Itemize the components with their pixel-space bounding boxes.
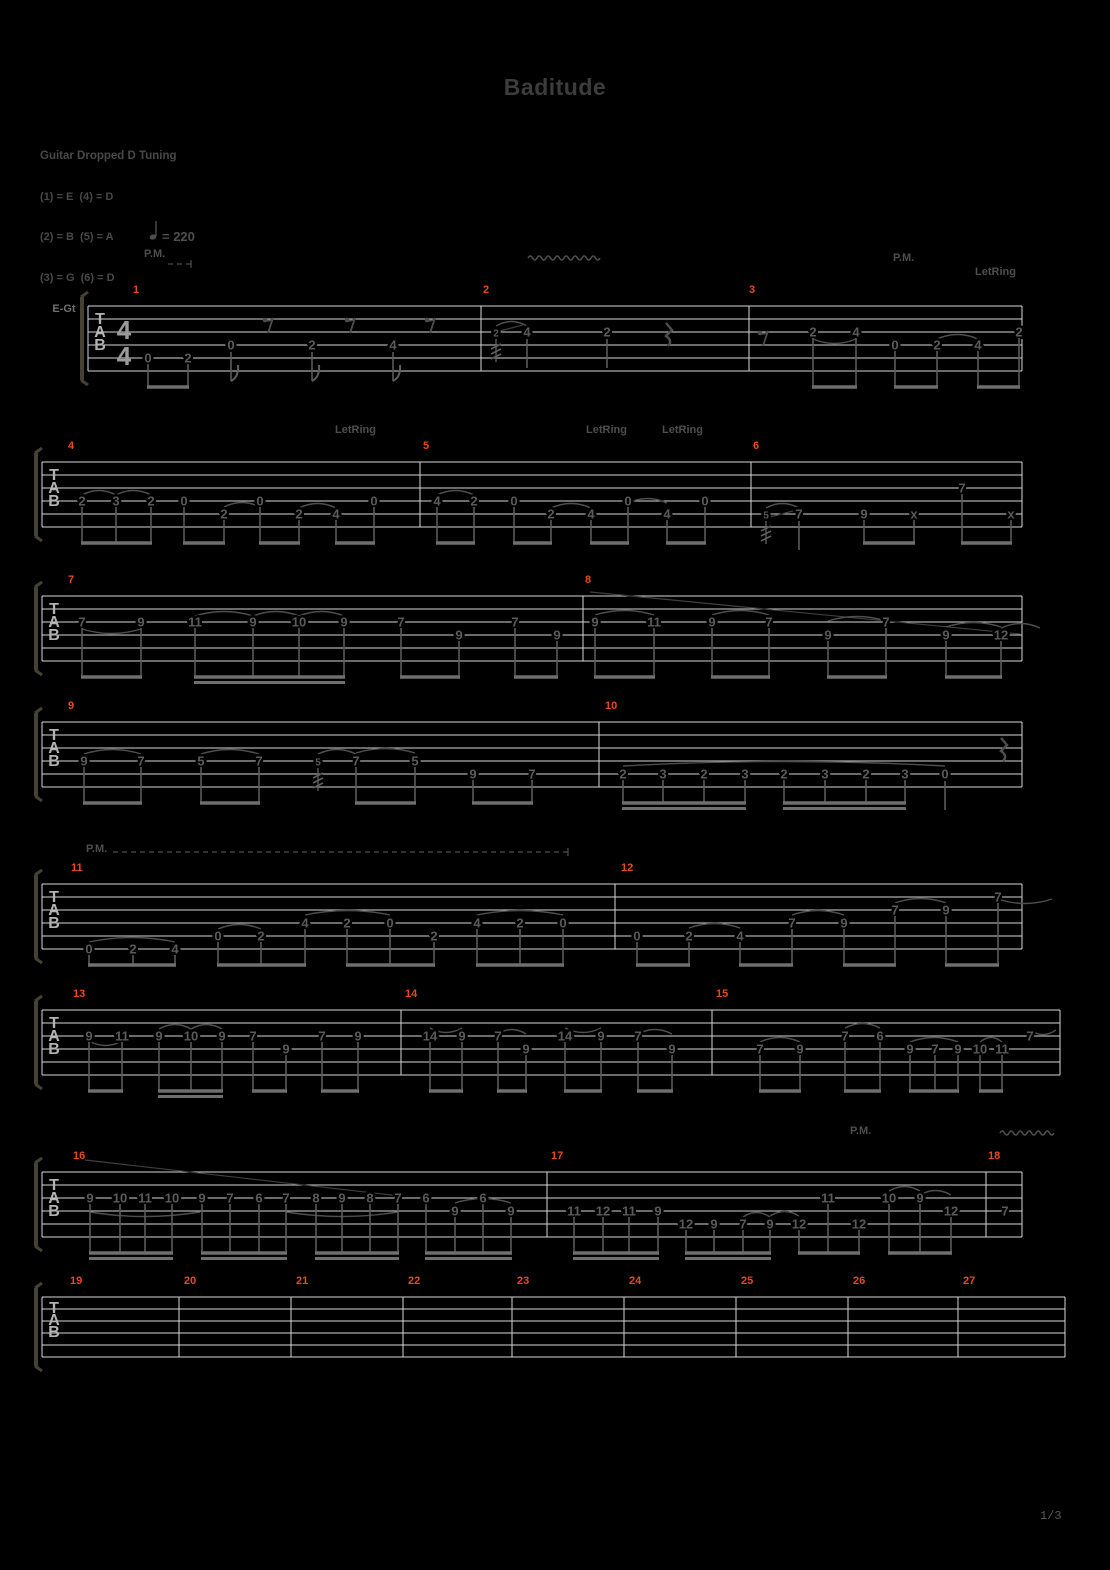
- fret-number: 9: [766, 1216, 774, 1232]
- fret-number: 7: [634, 1028, 642, 1044]
- fret-number: 0: [624, 493, 632, 509]
- vibrato-squiggle: [528, 256, 600, 260]
- fret-number: 5: [411, 753, 419, 769]
- fret-number: 7: [891, 902, 899, 918]
- slur-arc: [437, 491, 474, 496]
- let-ring-label: LetRing: [975, 266, 1016, 278]
- fret-number: 2: [700, 766, 708, 782]
- slur-arc: [82, 629, 141, 634]
- fret-number: 2: [862, 766, 870, 782]
- fret-number: 9: [840, 915, 848, 931]
- system-bracket: [35, 1158, 42, 1251]
- fret-number: 0: [144, 350, 152, 366]
- fret-number: 9: [249, 614, 257, 630]
- fret-number: 2: [780, 766, 788, 782]
- fret-number: 11: [115, 1028, 129, 1044]
- fret-number: 2: [430, 928, 438, 944]
- fret-number: 7: [528, 766, 536, 782]
- fret-number: 5: [197, 753, 205, 769]
- measure-number: 12: [621, 862, 634, 874]
- palm-mute-label: P.M.: [850, 1125, 872, 1137]
- slur-arc: [595, 611, 654, 616]
- fret-number: 9: [553, 627, 561, 643]
- tuning-line: (3) = G (6) = D: [40, 271, 115, 284]
- slur-arc: [946, 623, 1001, 628]
- slur-arc: [937, 335, 978, 340]
- svg-text:B: B: [48, 1324, 60, 1341]
- quarter-rest: [1001, 738, 1007, 761]
- fret-number: 9: [954, 1041, 962, 1057]
- slur-arc: [920, 1191, 951, 1196]
- fret-number: 7: [494, 1028, 502, 1044]
- slur-arc: [623, 762, 945, 767]
- measure-number: 22: [408, 1275, 421, 1287]
- fret-number: 9: [860, 506, 868, 522]
- fret-number: 10: [164, 1190, 180, 1206]
- measure-number: 15: [716, 988, 729, 1000]
- fret-number: 2: [1015, 324, 1023, 340]
- fret-number: 7: [397, 614, 405, 630]
- tab-clef: [48, 889, 60, 932]
- slur-arc: [760, 1038, 800, 1043]
- fret-number: 2: [78, 493, 86, 509]
- fret-number: 7: [1026, 1028, 1034, 1044]
- system-bracket: [35, 582, 42, 675]
- measure-number: 16: [73, 1150, 86, 1162]
- fret-number: 7: [255, 753, 263, 769]
- fret-number: 9: [469, 766, 477, 782]
- fret-number: 12: [791, 1216, 807, 1232]
- fret-number: 7: [249, 1028, 257, 1044]
- svg-text:A: A: [48, 480, 60, 497]
- svg-text:A: A: [94, 324, 106, 341]
- fret-number: 11: [138, 1190, 152, 1206]
- tuning-heading: Guitar Dropped D Tuning: [40, 150, 177, 162]
- fret-number: 4: [736, 928, 744, 944]
- svg-text:T: T: [49, 1177, 59, 1194]
- svg-text:T: T: [95, 311, 105, 328]
- svg-text:B: B: [48, 1203, 60, 1220]
- staff-system-2: [35, 424, 1022, 550]
- let-ring-label: LetRing: [335, 424, 376, 436]
- measure-number: 18: [988, 1150, 1001, 1162]
- svg-text:B: B: [48, 915, 60, 932]
- tempo-marking: [144, 221, 195, 268]
- tab-clef: [48, 1300, 60, 1341]
- fret-number: 2: [809, 324, 817, 340]
- track-label: E-Gt: [52, 303, 76, 315]
- slur-arc: [1030, 1030, 1056, 1035]
- svg-text:A: A: [48, 902, 60, 919]
- system-bracket: [35, 996, 42, 1089]
- tab-clef: [48, 1015, 60, 1058]
- fret-number: 4: [389, 337, 397, 353]
- tab-clef: [48, 467, 60, 510]
- slur-arc: [218, 925, 261, 930]
- slur-arc: [770, 1212, 799, 1217]
- staff-system-3: [35, 574, 1040, 683]
- staff-system-4: [35, 700, 1022, 810]
- svg-text:T: T: [49, 1015, 59, 1032]
- svg-text:T: T: [49, 727, 59, 744]
- fret-number: 0: [370, 493, 378, 509]
- fret-number: 14: [422, 1028, 438, 1044]
- slur-arc: [201, 750, 259, 755]
- slur-arc: [477, 911, 563, 916]
- fret-number: 0: [633, 928, 641, 944]
- fret-number: 0: [180, 493, 188, 509]
- song-title: Baditude: [503, 74, 607, 100]
- fret-number: 0: [941, 766, 949, 782]
- fret-number: 9: [597, 1028, 605, 1044]
- tuning-line: (1) = E (4) = D: [40, 190, 114, 203]
- tempo-value: = 220: [162, 229, 195, 244]
- fret-number: 7: [994, 889, 1002, 905]
- measure-number: 6: [753, 440, 760, 452]
- tab-clef: [94, 311, 106, 354]
- fret-number: 7: [282, 1190, 290, 1206]
- fret-number: 0: [701, 493, 709, 509]
- fret-number: 3: [659, 766, 667, 782]
- vibrato-squiggle: [1000, 1131, 1054, 1135]
- fret-number: 7: [788, 915, 796, 931]
- fret-number: 9: [85, 1028, 93, 1044]
- fret-number: 7: [352, 753, 360, 769]
- fret-number: 9: [354, 1028, 362, 1044]
- slur-arc: [195, 612, 253, 617]
- fret-number: 9: [451, 1203, 459, 1219]
- fret-number: 11: [647, 614, 661, 630]
- fret-number: 2: [257, 928, 265, 944]
- fret-number: 9: [86, 1190, 94, 1206]
- fret-number: 5: [763, 510, 769, 522]
- fret-number: 9: [282, 1041, 290, 1057]
- fret-number: 9: [710, 1216, 718, 1232]
- fret-number: 7: [226, 1190, 234, 1206]
- fret-number: 7: [931, 1041, 939, 1057]
- fret-number: 4: [301, 915, 309, 931]
- fret-number: 11: [995, 1041, 1009, 1057]
- svg-text:B: B: [48, 627, 60, 644]
- svg-text:A: A: [48, 1312, 60, 1329]
- fret-number: 7: [795, 506, 803, 522]
- fret-number: 2: [685, 928, 693, 944]
- fret-number: 6: [479, 1190, 487, 1206]
- fret-number: 7: [394, 1190, 402, 1206]
- measure-number: 21: [296, 1275, 309, 1287]
- fret-number: 9: [80, 753, 88, 769]
- fret-number: 14: [557, 1028, 573, 1044]
- svg-text:T: T: [49, 1300, 59, 1317]
- measure-number: 17: [551, 1150, 564, 1162]
- fret-number: 9: [455, 627, 463, 643]
- fret-number: 4: [332, 506, 340, 522]
- fret-number: 7: [765, 614, 773, 630]
- system-bracket: [81, 292, 88, 385]
- fret-number: 12: [678, 1216, 694, 1232]
- measure-number: 19: [70, 1275, 83, 1287]
- fret-number: 7: [739, 1216, 747, 1232]
- fret-number: 6: [255, 1190, 263, 1206]
- slur-arc: [766, 504, 799, 509]
- fret-number: 9: [507, 1203, 515, 1219]
- tab-clef: [48, 1177, 60, 1220]
- fret-number: 9: [338, 1190, 346, 1206]
- slur-arc: [712, 611, 769, 616]
- let-ring-label: LetRing: [586, 424, 627, 436]
- fret-number: 9: [218, 1028, 226, 1044]
- fret-number: 2: [933, 337, 941, 353]
- measure-number: 27: [963, 1275, 976, 1287]
- palm-mute-label: P.M.: [893, 252, 915, 264]
- tab-clef: [48, 601, 60, 644]
- system-bracket: [35, 1283, 42, 1371]
- fret-number: 10: [291, 614, 307, 630]
- fret-number: 9: [522, 1041, 530, 1057]
- time-signature: 4: [116, 315, 132, 345]
- measure-number: 20: [184, 1275, 197, 1287]
- fret-number: 10: [112, 1190, 128, 1206]
- fret-number: 9: [824, 627, 832, 643]
- fret-number: 2: [603, 324, 611, 340]
- measure-number: 7: [68, 574, 75, 586]
- tab-clef: [48, 727, 60, 770]
- slur-arc: [638, 1030, 672, 1035]
- fret-number: 8: [312, 1190, 320, 1206]
- slur-arc: [689, 924, 740, 929]
- slur-arc: [498, 1030, 526, 1035]
- measure-number: 1: [133, 284, 140, 296]
- fret-number: 9: [906, 1041, 914, 1057]
- let-ring-label: LetRing: [662, 424, 703, 436]
- measure-number: 14: [405, 988, 418, 1000]
- measure-number: 26: [853, 1275, 866, 1287]
- fret-number: 4: [974, 337, 982, 353]
- fret-number: 11: [567, 1203, 581, 1219]
- fret-number: 11: [622, 1203, 636, 1219]
- fret-number: 7: [318, 1028, 326, 1044]
- slur-arc: [813, 339, 856, 344]
- palm-mute-label: P.M.: [144, 248, 166, 260]
- fret-number: 9: [340, 614, 348, 630]
- fret-number: 4: [523, 324, 531, 340]
- fret-number: 0: [214, 928, 222, 944]
- fret-number: 10: [183, 1028, 199, 1044]
- fret-number: 2: [470, 493, 478, 509]
- svg-text:A: A: [48, 1190, 60, 1207]
- svg-text:B: B: [48, 493, 60, 510]
- fret-number: 2: [129, 941, 137, 957]
- fret-number: 11: [821, 1190, 835, 1206]
- fret-number: 3: [821, 766, 829, 782]
- time-signature: 4: [116, 341, 132, 371]
- slur-arc: [299, 504, 336, 509]
- fret-number: 0: [559, 915, 567, 931]
- fret-number: 7: [511, 614, 519, 630]
- slur-arc: [116, 491, 151, 496]
- measure-number: 24: [629, 1275, 642, 1287]
- fret-number: 9: [458, 1028, 466, 1044]
- fret-number: 6: [422, 1190, 430, 1206]
- fret-number: 3: [901, 766, 909, 782]
- fret-number: x: [1007, 506, 1015, 522]
- fret-number: 9: [668, 1041, 676, 1057]
- slur-arc: [998, 899, 1052, 904]
- fret-number: 4: [433, 493, 441, 509]
- fret-number: 9: [796, 1041, 804, 1057]
- page-indicator: 1/3: [1040, 1509, 1062, 1523]
- fret-number: 9: [708, 614, 716, 630]
- measure-number: 3: [749, 284, 756, 296]
- fret-number: 3: [112, 493, 120, 509]
- fret-number: 9: [942, 902, 950, 918]
- fret-number: 7: [1001, 1203, 1009, 1219]
- fret-number: 9: [137, 614, 145, 630]
- system-bracket: [35, 708, 42, 801]
- fret-number: 12: [595, 1203, 611, 1219]
- fret-number: 3: [741, 766, 749, 782]
- fret-number: 0: [227, 337, 235, 353]
- fret-number: 10: [881, 1190, 897, 1206]
- fret-number: 7: [78, 614, 86, 630]
- staff-system-7: [35, 1125, 1054, 1259]
- svg-text:T: T: [49, 889, 59, 906]
- fret-number: 2: [147, 493, 155, 509]
- fret-number: 0: [891, 337, 899, 353]
- measure-number: 11: [71, 862, 83, 874]
- svg-text:T: T: [49, 467, 59, 484]
- measure-number: 23: [517, 1275, 530, 1287]
- slur-arc: [82, 491, 116, 496]
- fret-number: 0: [510, 493, 518, 509]
- fret-number: 0: [85, 941, 93, 957]
- fret-number: 4: [587, 506, 595, 522]
- svg-text:B: B: [48, 753, 60, 770]
- measure-number: 4: [68, 440, 75, 452]
- measure-number: 5: [423, 440, 430, 452]
- fret-number: 7: [756, 1041, 764, 1057]
- fret-number: 11: [188, 614, 202, 630]
- fret-number: 9: [916, 1190, 924, 1206]
- fret-number: 7: [958, 480, 966, 496]
- fret-number: 7: [882, 614, 890, 630]
- measure-number: 13: [73, 988, 86, 1000]
- eighth-rest: [263, 318, 273, 333]
- fret-number: 9: [942, 627, 950, 643]
- fret-number: 2: [547, 506, 555, 522]
- fret-number: 12: [943, 1203, 959, 1219]
- svg-text:B: B: [94, 337, 106, 354]
- fret-number: 6: [876, 1028, 884, 1044]
- fret-number: 0: [256, 493, 264, 509]
- eighth-rest: [758, 331, 768, 346]
- system-bracket: [35, 448, 42, 541]
- svg-text:B: B: [48, 1041, 60, 1058]
- svg-text:A: A: [48, 1028, 60, 1045]
- fret-number: 2: [343, 915, 351, 931]
- palm-mute-label: P.M.: [86, 843, 108, 855]
- fret-number: 2: [516, 915, 524, 931]
- fret-number: 10: [972, 1041, 988, 1057]
- fret-number: 4: [171, 941, 179, 957]
- fret-number: 7: [137, 753, 145, 769]
- measure-number: 2: [483, 284, 490, 296]
- svg-text:A: A: [48, 614, 60, 631]
- fret-number: 0: [386, 915, 394, 931]
- slur-arc: [305, 911, 390, 916]
- eighth-rest: [345, 318, 355, 333]
- slur-arc: [224, 503, 260, 508]
- fret-number: 2: [308, 337, 316, 353]
- staff-system-6: [35, 988, 1060, 1097]
- system-bracket: [35, 870, 42, 963]
- fret-number: 12: [993, 627, 1009, 643]
- fret-number: 5: [315, 757, 321, 769]
- slur-arc: [318, 750, 356, 755]
- fret-number: 2: [619, 766, 627, 782]
- slur-arc: [895, 899, 946, 904]
- fret-number: 12: [851, 1216, 867, 1232]
- staff-system-5: [35, 843, 1052, 965]
- eighth-rest: [425, 318, 435, 333]
- fret-number: 8: [366, 1190, 374, 1206]
- svg-text:A: A: [48, 740, 60, 757]
- svg-text:T: T: [49, 601, 59, 618]
- fret-number: 2: [184, 350, 192, 366]
- slur-arc: [356, 749, 415, 754]
- staff-system-8: [35, 1275, 1065, 1371]
- slur-arc: [792, 911, 844, 916]
- fret-number: 2: [295, 506, 303, 522]
- fret-number: 4: [663, 506, 671, 522]
- measure-number: 25: [741, 1275, 754, 1287]
- fret-number: 4: [852, 324, 860, 340]
- fret-number: 2: [220, 506, 228, 522]
- fret-number: 9: [155, 1028, 163, 1044]
- measure-number: 10: [605, 700, 618, 712]
- slur-arc: [551, 504, 591, 509]
- fret-number: 9: [198, 1190, 206, 1206]
- tuning-line: (2) = B (5) = A: [40, 231, 114, 243]
- slur-arc: [84, 750, 141, 755]
- quarter-rest: [666, 323, 672, 346]
- staff-system-1: [52, 252, 1022, 387]
- measure-number: 9: [68, 700, 75, 712]
- fret-number: x: [910, 506, 918, 522]
- fret-number: 4: [473, 915, 481, 931]
- fret-number: 9: [654, 1203, 662, 1219]
- measure-number: 8: [585, 574, 592, 586]
- fret-number: 9: [591, 614, 599, 630]
- slur-arc: [845, 1024, 880, 1029]
- fret-number: 7: [841, 1028, 849, 1044]
- fret-number: 2: [493, 328, 499, 340]
